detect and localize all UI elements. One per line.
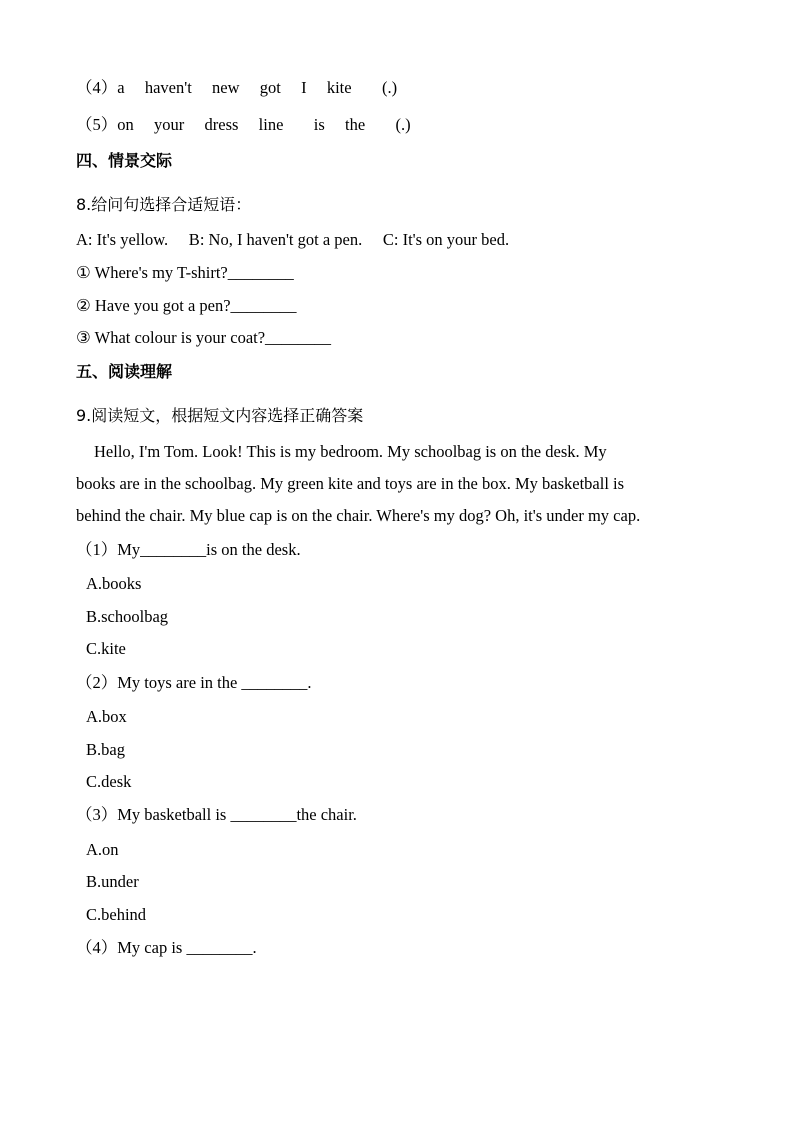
reading-question-3-option-c: C.behind (86, 905, 147, 924)
reading-question-2-option-a: A.box (86, 707, 127, 726)
passage-line-3: behind the chair. My blue cap is on the chair. Where's my dog? Oh, it's under my cap. (76, 506, 641, 525)
reorder-question-5: （5）on your dress line is the (.) (76, 115, 411, 134)
reading-question-4: （4）My cap is ________. (76, 938, 257, 957)
passage-line-1: Hello, I'm Tom. Look! This is my bedroom. My schoolbag is on the desk. My (94, 442, 607, 461)
reading-question-1-option-c: C.kite (86, 639, 126, 658)
reading-question-2-option-c: C.desk (86, 772, 132, 791)
question-8-item-3: ③ What colour is your coat?________ (76, 328, 332, 347)
reading-question-3: （3）My basketball is ________the chair. (76, 805, 357, 824)
reading-question-3-option-a: A.on (86, 840, 119, 859)
question-8-choices: A: It's yellow. B: No, I haven't got a pen. C: It's on your bed. (76, 230, 510, 249)
reading-question-3-option-b: B.under (86, 872, 139, 891)
reading-question-1-option-b: B.schoolbag (86, 607, 169, 626)
reading-question-2: （2）My toys are in the ________. (76, 673, 312, 692)
question-8-title: 8.给问句选择合适短语： (76, 195, 252, 214)
question-9-title: 9.阅读短文，根据短文内容选择正确答案 (76, 406, 364, 425)
reading-question-1: （1）My________is on the desk. (76, 540, 301, 559)
question-8-item-2: ② Have you got a pen?________ (76, 296, 297, 315)
reorder-question-4: （4）a haven't new got I kite (.) (76, 78, 398, 97)
reading-question-1-option-a: A.books (86, 574, 142, 593)
reading-question-2-option-b: B.bag (86, 740, 125, 759)
question-8-item-1: ① Where's my T-shirt?________ (76, 263, 294, 282)
passage-line-2: books are in the schoolbag. My green kite and toys are in the box. My basketball is (76, 474, 625, 493)
section-heading-reading: 五、阅读理解 (76, 362, 173, 381)
section-heading-communication: 四、情景交际 (76, 151, 173, 170)
